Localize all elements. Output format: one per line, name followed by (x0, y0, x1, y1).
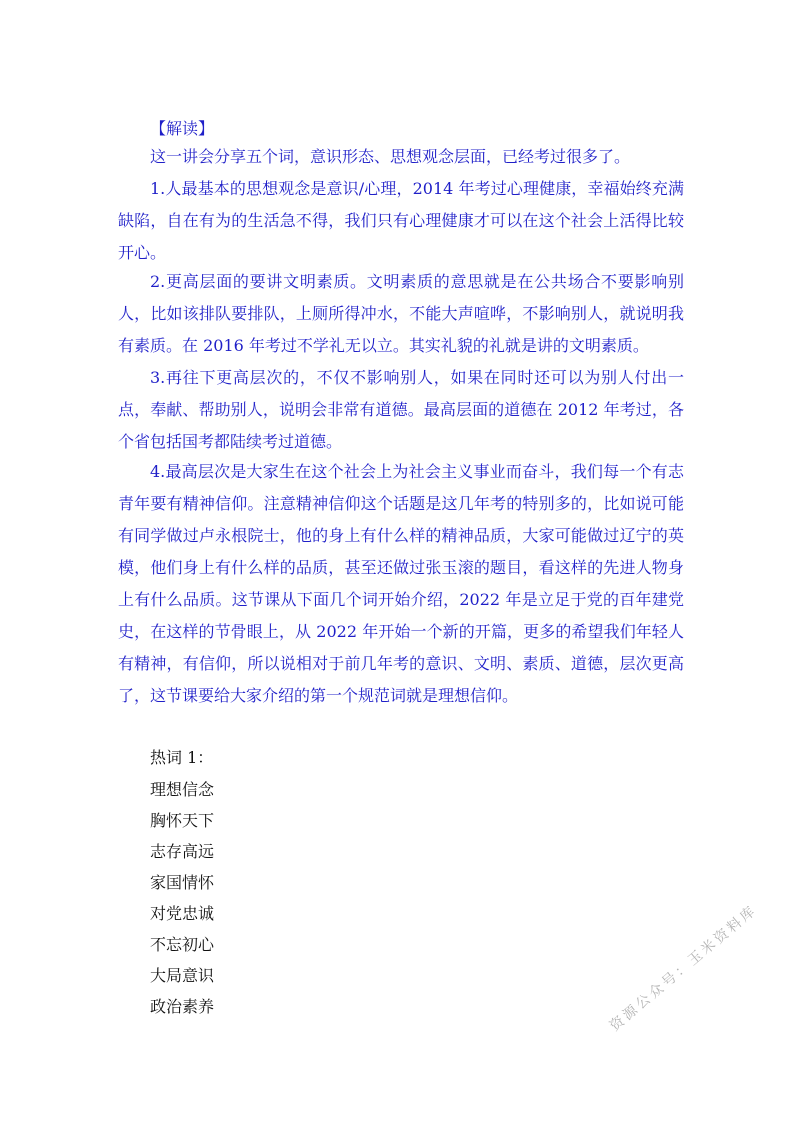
paragraph-4: 4.最高层次是大家生在这个社会上为社会主义事业而奋斗，我们每一个有志青年要有精神信仰。注意精神信仰这个话题是这几年考的特别多的，比如说可能有同学做过卢永根院士，他的身上有什么样的精神品质，大家可能做过辽宁的英模，他们身上有什么样的品质，甚至还做过张玉滚的题目，看这样的先进人物身上有什么品质。这节课从下面几个词开始介绍，2022 年是立足于党的百年建党史，在这样的节骨眼上，从 2022 年开始一个新的开篇，更多的希望我们年轻人有精神，有信仰，所以说相对于前几年考的意识、文明、素质、道德，层次更高了，这节课要给大家介绍的第一个规范词就是理想信仰。 (118, 462, 684, 705)
paragraph-1: 1.人最基本的思想观念是意识/心理，2014 年考过心理健康，幸福始终充满缺陷，自在有为的生活急不得，我们只有心理健康才可以在这个社会上活得比较开心。 (118, 179, 684, 262)
hotword-item: 对党忠诚 (150, 904, 215, 923)
watermark: 资源公众号：玉米资料库 (606, 902, 761, 1035)
hotwords-list (150, 774, 214, 1022)
hotwords-section (150, 742, 214, 1022)
hotword-item: 不忘初心 (150, 935, 215, 954)
intro-paragraph: 这一讲会分享五个词，意识形态、思想观念层面，已经考过很多了。 (150, 147, 631, 166)
hotword-item: 胸怀天下 (150, 811, 215, 830)
hotword-item: 志存高远 (150, 842, 215, 861)
hotwords-title: 热词 1： (150, 748, 214, 767)
hotword-item: 大局意识 (150, 966, 215, 985)
section-heading: 【解读】 (150, 119, 215, 138)
paragraph-2: 2.更高层面的要讲文明素质。文明素质的意思就是在公共场合不要影响别人，比如该排队要排队，上厕所得冲水，不能大声喧哗，不影响别人，就说明我有素质。在 2016 年考过不学礼无以立。其实礼貌的礼就是讲的文明素质。 (118, 272, 684, 355)
hotword-item: 家国情怀 (150, 873, 215, 892)
paragraph-3: 3.再往下更高层次的，不仅不影响别人，如果在同时还可以为别人付出一点，奉献、帮助别人，说明会非常有道德。最高层面的道德在 2012 年考过，各个省包括国考都陆续考过道德。 (118, 368, 684, 451)
hotword-item: 理想信念 (150, 780, 215, 799)
hotword-item: 政治素养 (150, 997, 215, 1016)
